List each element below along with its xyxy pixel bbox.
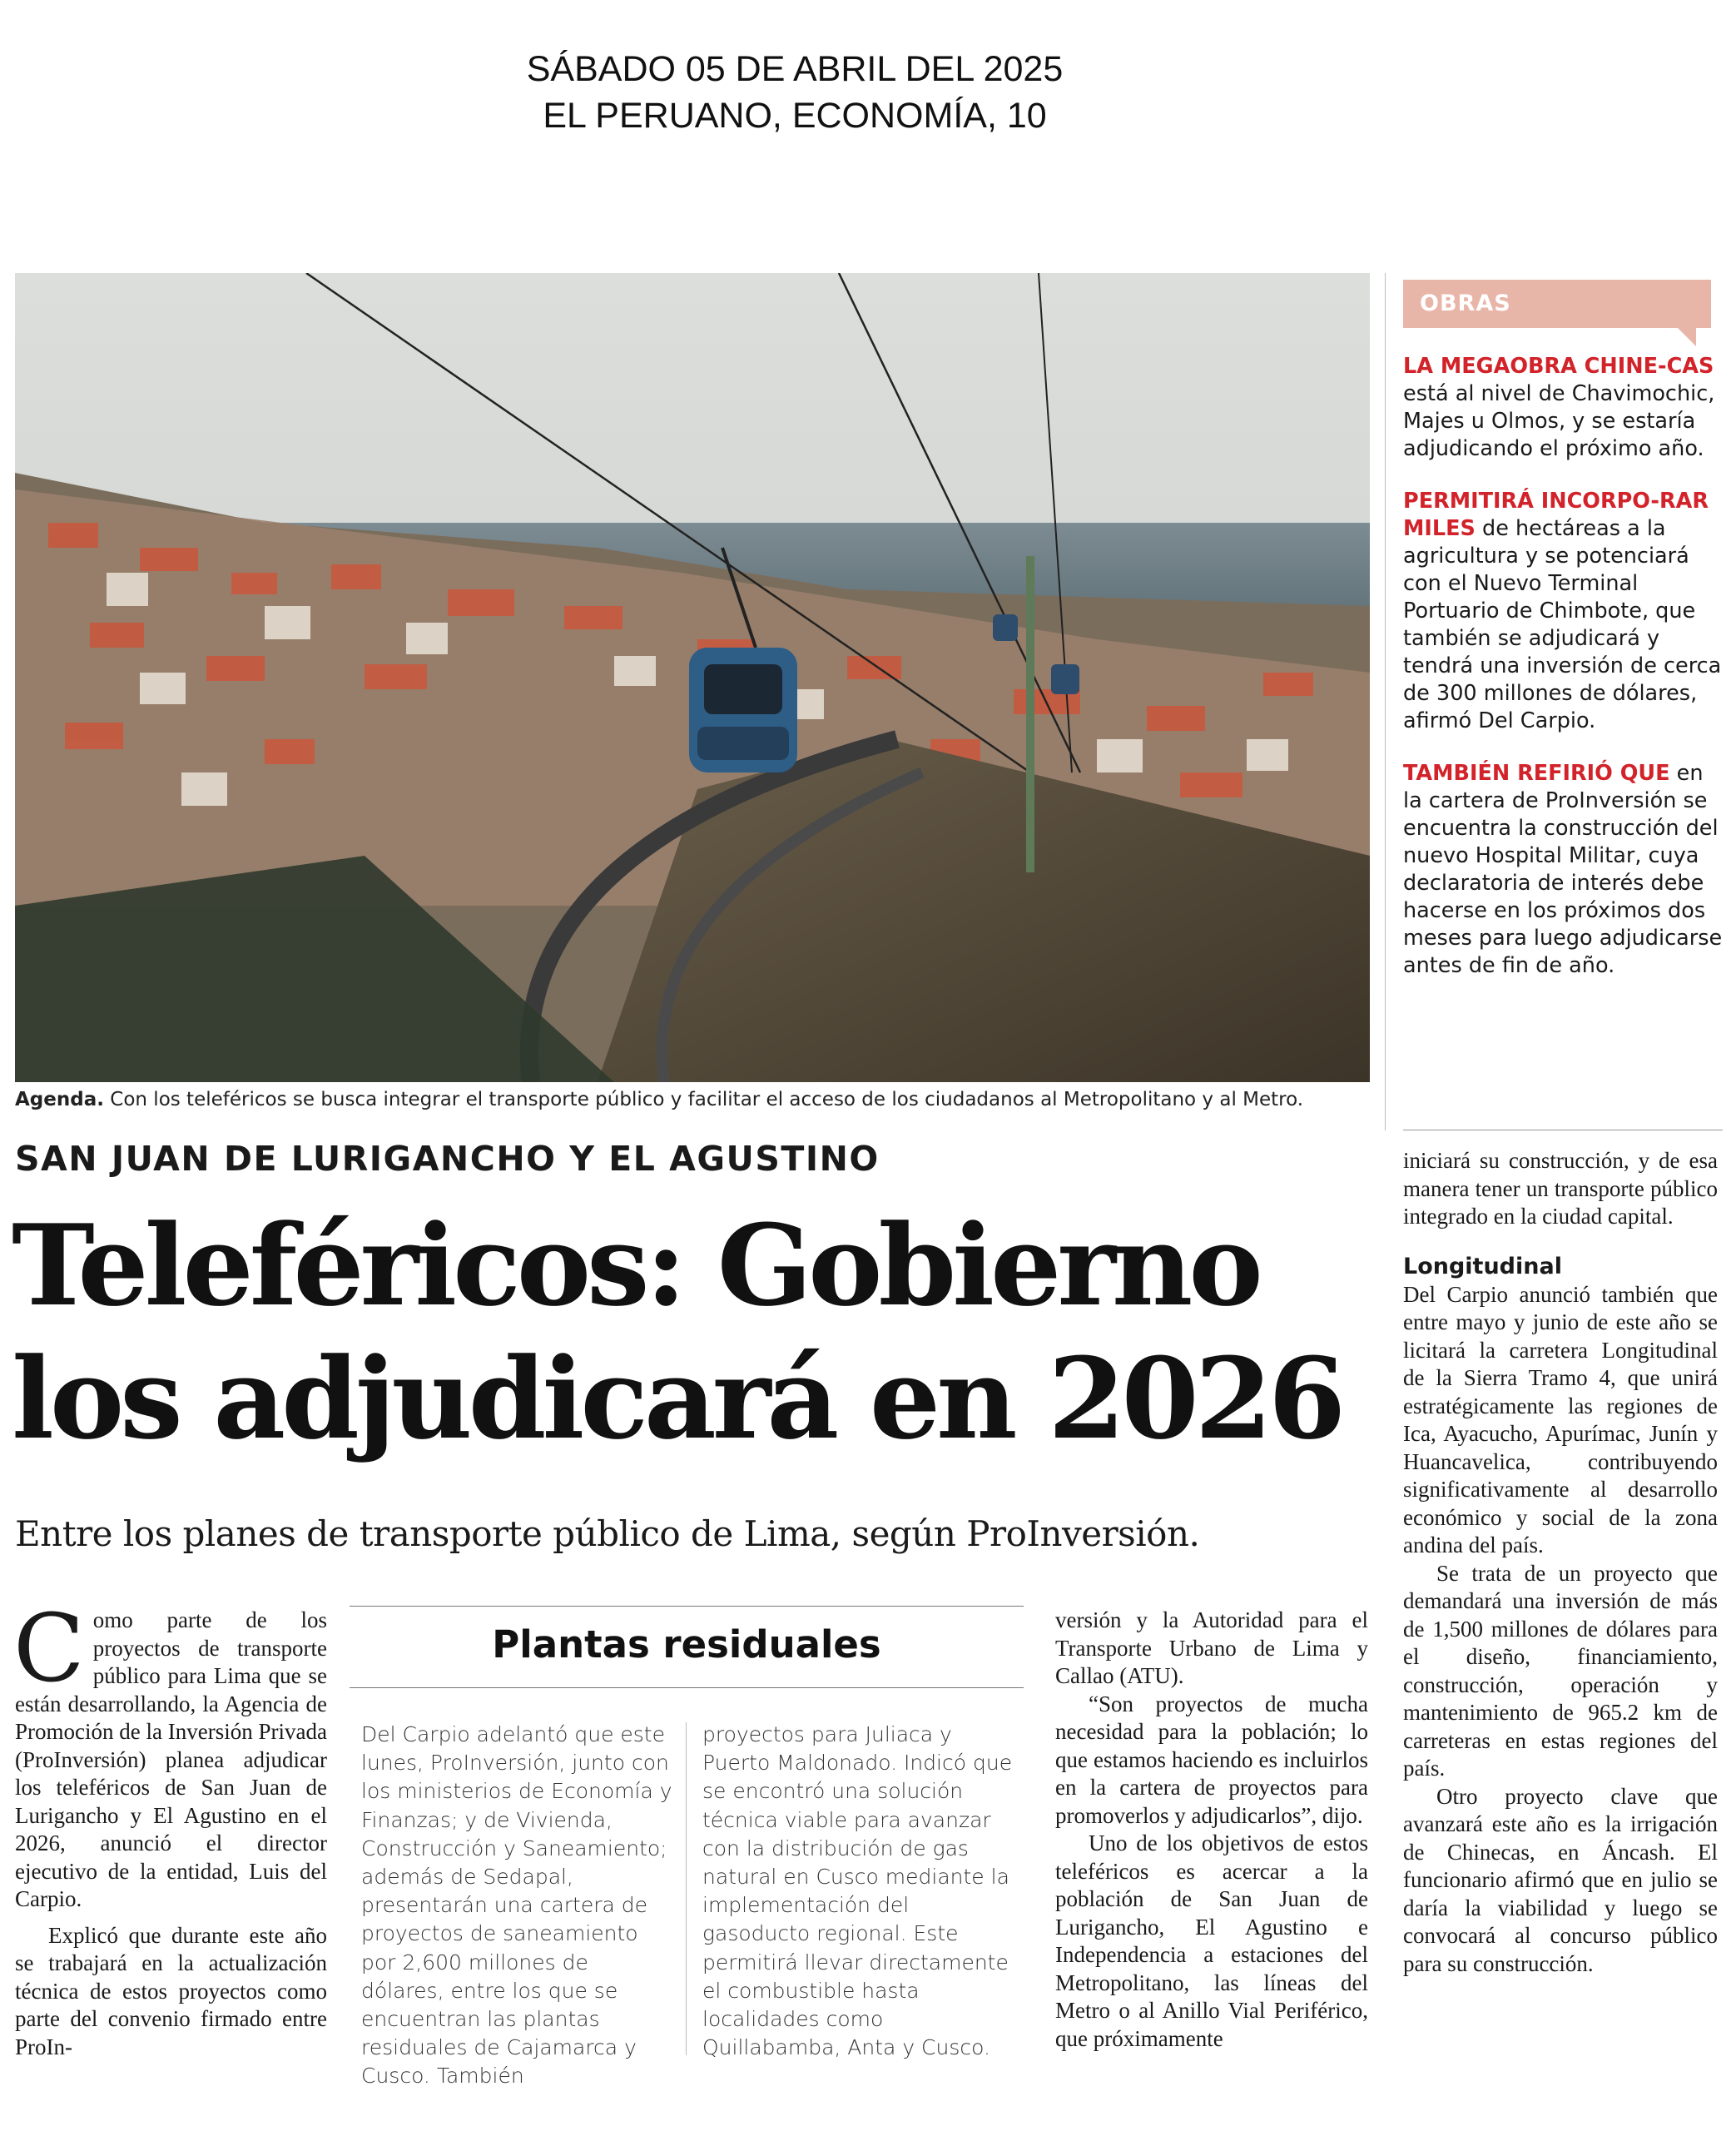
- article-column-5: [1403, 1147, 1718, 1978]
- sidebar-item-lead: TAMBIÉN REFIRIÓ QUE: [1403, 761, 1670, 786]
- article-column-1: [13, 1595, 327, 2061]
- sidebar-item: [1403, 488, 1723, 735]
- cable-car-illustration: [15, 273, 1370, 1082]
- sidebar-item: [1403, 353, 1723, 463]
- box-column-divider: [686, 1722, 687, 2055]
- paragraph: Explicó que durante este año se trabajará en la actualización técnica de estos proyectos como parte del convenio firmado entre ProIn-: [15, 1922, 327, 2059]
- caption-text: Con los teleféricos se busca integrar el transporte público y facilitar el acceso de los ciudadanos al Metropolitano y al Metro.: [103, 1089, 1304, 1110]
- column-divider: [1385, 273, 1386, 1130]
- article-subhead: Entre los planes de transporte público de Lima, según ProInversión.: [15, 1513, 1200, 1554]
- box-top-rule: [350, 1606, 1024, 1607]
- headline-line-1: Teleféricos: Gobierno: [12, 1200, 1259, 1331]
- article-column-4: [1055, 1607, 1368, 2053]
- section-text: EL PERUANO, ECONOMÍA, 10: [543, 96, 1047, 136]
- paragraph: versión y la Autoridad para el Transporte Urbano de Lima y Callao (ATU).: [1055, 1607, 1368, 1688]
- sidebar-obras: [1403, 280, 1723, 980]
- drop-cap: C: [13, 1595, 85, 1703]
- box-title-rule: [350, 1687, 1024, 1688]
- cable-car-photo: [15, 273, 1370, 1082]
- paragraph: “Son proyectos de mucha necesidad para la población; lo que estamos haciendo es incluirlos en la cartera de proyectos para promoverlos y adjudicarlos”, dijo.: [1055, 1691, 1368, 1828]
- obras-tag: OBRAS: [1403, 280, 1711, 328]
- photo-caption: [15, 1089, 1370, 1110]
- section-heading-longitudinal: Longitudinal: [1403, 1253, 1562, 1279]
- sidebar-item-text: está al nivel de Chavimochic, Majes u Olmos, y se estaría adjudicando el próximo año.: [1403, 381, 1715, 461]
- sidebar-item-lead: LA MEGAOBRA CHINE-CAS: [1403, 354, 1714, 379]
- caption-label: Agenda.: [15, 1089, 104, 1110]
- box-right-column: proyectos para Juliaca y Puerto Maldonado. Indicó que se encontró una solución técnica viable para avanzar con la distribución de gas natural en Cusco mediante la implementación del gasoducto regional. Este permitirá llevar directamente el combustible hasta localidades como Quillabamba, Anta y Cusco.: [702, 1722, 1013, 2060]
- box-title: Plantas residuales: [492, 1622, 881, 1667]
- paragraph: Uno de los objetivos de estos teleféricos es acercar a la población de San Juan de Lurigancho, El Agustino e Independencia a estaciones del Metropolitano, las líneas del Metro o al Anillo Vial Periférico, que próximamente: [1055, 1830, 1368, 2051]
- sidebar-item-lead: PERMITIRÁ INCORPO-RAR MILES: [1403, 489, 1709, 541]
- sidebar-item-text: de hectáreas a la agricultura y se potenciará con el Nuevo Terminal Portuario de Chimbote, que también se adjudicará y tendrá una inversión de cerca de 300 millones de dólares, afirmó Del Carpio.: [1403, 516, 1722, 733]
- paragraph: Otro proyecto clave que avanzará este año es la irrigación de Chinecas, en Áncash. El funcionario afirmó que en julio se daría la viabilidad y luego se convocará al concurso público para su construcción.: [1403, 1783, 1718, 1976]
- article-headline: [12, 1199, 1376, 1465]
- dateline: [0, 46, 1590, 139]
- paragraph: Se trata de un proyecto que demandará una inversión de más de 1,500 millones de dólares para el diseño, financiamiento, construcción, operación y mantenimiento de 965.2 km de carreteras en estas regiones del país.: [1403, 1560, 1718, 1781]
- headline-line-2: los adjudicará en 2026: [12, 1333, 1342, 1464]
- box-left-column: Del Carpio adelantó que este lunes, ProInversión, junto con los ministerios de Economía y Finanzas; y de Vivienda, Construcción y Saneamiento; además de Sedapal, presentarán una cartera de proyectos de saneamiento por 2,600 millones de dólares, entre los que se encuentran las plantas residuales de Cajamarca y Cusco. También: [361, 1722, 672, 2089]
- article-kicker: SAN JUAN DE LURIGANCHO Y EL AGUSTINO: [15, 1139, 880, 1179]
- sidebar-item-text: en la cartera de ProInversión se encuentra la construcción del nuevo Hospital Militar, cuya declaratoria de interés debe hacerse en los próximos dos meses para luego adjudicarse antes de fin de año.: [1403, 761, 1723, 978]
- paragraph: Del Carpio anunció también que entre mayo y junio de este año se licitará la carretera Longitudinal de la Sierra Tramo 4, que unirá estratégicamente las regiones de Ica, Ayacucho, Apurímac, Junín y Huancavelica, contribuyendo significativamente al desarrollo económico y social de la zona andina del país.: [1403, 1281, 1718, 1557]
- paragraph-text: omo parte de los proyectos de transporte público para Lima que se están desarrollando, la Agencia de Promoción de la Inversión Privada (ProInversión) planea adjudicar los teleféricos de San Juan de Lurigancho y El Agustino en el 2026, anunció el director ejecutivo de la entidad, Luis del Carpio.: [15, 1607, 327, 1911]
- plantas-residuales-box: [350, 1606, 1024, 2105]
- paragraph: iniciará su construcción, y de esa manera tener un transporte público integrado en la ciudad capital.: [1403, 1148, 1718, 1229]
- date-text: SÁBADO 05 DE ABRIL DEL 2025: [526, 49, 1064, 89]
- sidebar-item: [1403, 760, 1723, 980]
- paragraph: [13, 1595, 327, 1914]
